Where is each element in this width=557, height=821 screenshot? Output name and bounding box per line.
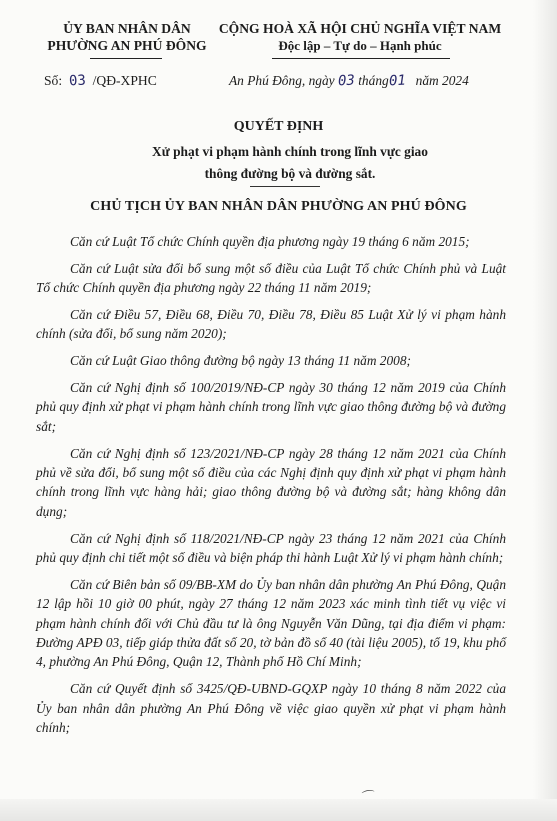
basis-paragraph: Căn cứ Điều 57, Điều 68, Điều 70, Điều 78, Điều 85 Luật Xử lý vi phạm hành chính (sửa đổi, bổ sung năm 2020); <box>36 307 506 342</box>
basis-paragraph: Căn cứ Luật Tổ chức Chính quyền địa phương ngày 19 tháng 6 năm 2015; <box>70 234 470 249</box>
date-day: 03 <box>337 72 356 90</box>
issue-date <box>229 73 469 89</box>
national-header <box>218 20 502 54</box>
basis-paragraph: Căn cứ Biên bản số 09/BB-XM do Ủy ban nhân dân phường An Phú Đông, Quận 12 lập hồi 10 giờ 00 phút, ngày 27 tháng 12 năm 2023 xác minh tình tiết vụ việc vi phạm hành chính đối với Chủ đầu tư là ông Nguyễn Văn Dũng, tại địa điểm vi phạm: Đường APĐ 03, tiếp giáp thửa đất số 20, tờ bản đồ số 40 (tài liệu 2005), tổ 19, khu phố 4, phường An Phú Đông, Quận 12, Thành phố Hồ Chí Minh; <box>36 576 506 670</box>
page-bottom-shadow <box>0 799 557 821</box>
agency-line-2: PHƯỜNG AN PHÚ ĐÔNG <box>47 38 207 53</box>
document-subtitle: Xử phạt vi phạm hành chính trong lĩnh vực giao thông đường bộ và đường sắt. <box>152 144 428 181</box>
document-number <box>44 73 157 89</box>
motto-underline <box>272 58 450 59</box>
number-prefix: Số: <box>44 73 63 88</box>
issuing-authority: CHỦ TỊCH ỦY BAN NHÂN DÂN PHƯỜNG AN PHÚ ĐÔNG <box>90 199 467 214</box>
national-motto: Độc lập – Tự do – Hạnh phúc <box>278 38 442 53</box>
date-place: An Phú Đông, ngày <box>229 73 335 88</box>
basis-paragraph: Căn cứ Nghị định số 118/2021/NĐ-CP ngày 23 tháng 12 năm 2021 của Chính phủ quy định chi tiết một số điều và biện pháp thi hành Luật Xử lý vi phạm hành chính; <box>36 530 506 566</box>
subtitle-underline <box>250 186 320 187</box>
basis-paragraph: Căn cứ Nghị định số 123/2021/NĐ-CP ngày 28 tháng 12 năm 2021 của Chính phủ về sửa đổi, bổ sung một số điều của các Nghị định quy định xử phạt vi phạm hành chính trong lĩnh vực hàng hải; giao thông đường bộ và đường sắt; hàng không dân dụng; <box>36 445 506 519</box>
basis-paragraph: Căn cứ Luật Giao thông đường bộ ngày 13 tháng 11 năm 2008; <box>70 353 411 369</box>
date-month-label: tháng <box>358 73 389 88</box>
basis-paragraph: Căn cứ Luật sửa đổi bổ sung một số điều của Luật Tổ chức Chính phủ và Luật Tổ chức Chính quyền địa phương ngày 22 tháng 11 năm 2019; <box>36 260 506 296</box>
country-name: CỘNG HOÀ XÃ HỘI CHỦ NGHĨA VIỆT NAM <box>218 21 502 36</box>
agency-underline <box>90 58 162 59</box>
date-year: năm 2024 <box>415 73 469 88</box>
number-handwritten: 03 <box>68 72 87 90</box>
issuing-agency <box>38 20 216 54</box>
agency-line-1: ỦY BAN NHÂN DÂN <box>63 21 191 36</box>
document-title: QUYẾT ĐỊNH <box>233 119 324 134</box>
number-suffix: /QĐ-XPHC <box>92 73 157 88</box>
pen-mark-icon: ⌒ <box>361 788 377 805</box>
basis-paragraph: Căn cứ Quyết định số 3425/QĐ-UBND-GQXP ngày 10 tháng 8 năm 2022 của Ủy ban nhân dân phường An Phú Đông về việc giao quyền xử phạt vi phạm hành chính; <box>36 681 506 736</box>
legal-basis <box>36 232 506 745</box>
date-month: 01 <box>388 72 406 90</box>
basis-paragraph: Căn cứ Nghị định số 100/2019/NĐ-CP ngày 30 tháng 12 năm 2019 của Chính phủ quy định xử phạt vi phạm hành chính trong lĩnh vực giao thông đường bộ và đường sắt; <box>36 380 506 434</box>
